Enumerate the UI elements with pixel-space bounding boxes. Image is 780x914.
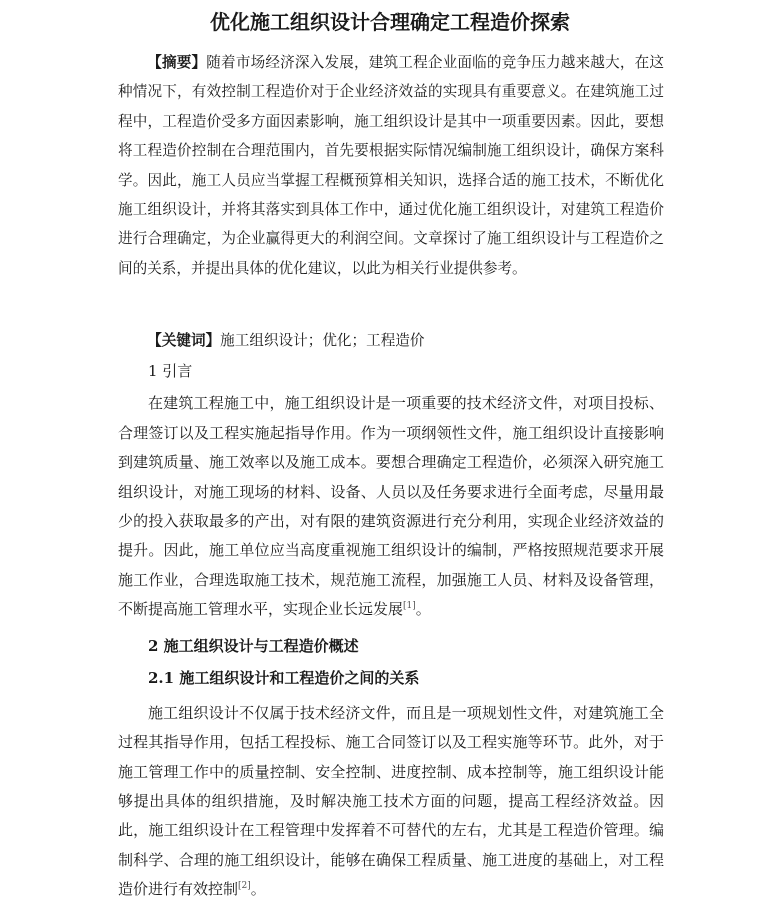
document-title: 优化施工组织设计合理确定工程造价探索 bbox=[210, 10, 570, 34]
section-2-1-paragraph bbox=[118, 699, 664, 905]
section-2-heading: 2 施工组织设计与工程造价概述 bbox=[148, 637, 359, 655]
keywords-block bbox=[118, 326, 664, 355]
section-2-1-heading: 2.1 施工组织设计和工程造价之间的关系 bbox=[148, 669, 420, 688]
section-1-end: 。 bbox=[415, 600, 431, 619]
section-1-text: 在建筑工程施工中，施工组织设计是一项重要的技术经济文件，对项目投标、合理签订以及工程实施起指导作用。作为一项纲领性文件，施工组织设计直接影响到建筑质量、施工效率以及施工成本。要想合理确定工程造价，必须深入研究施工组织设计，对施工现场的材料、设备、人员以及任务要求进行全面考虑，尽量用最少的投入获取最多的产出，对有限的建筑资源进行充分利用，实现企业经济效益的提升。因此，施工单位应当高度重视施工组织设计的编制，严格按照规范要求开展施工作业，合理选取施工技术，规范施工流程，加强施工人员、材料及设备管理，不断提高施工管理水平，实现企业长远发展 bbox=[118, 394, 664, 619]
keywords-label: 【关键词】 bbox=[147, 332, 221, 349]
keywords-paragraph bbox=[118, 326, 664, 355]
abstract-text: 随着市场经济深入发展，建筑工程企业面临的竞争压力越来越大，在这种情况下，有效控制工程造价对于企业经济效益的实现具有重要意义。在建筑施工过程中，工程造价受多方面因素影响，施工组织设计是其中一项重要因素。因此，要想将工程造价控制在合理范围内，首先要根据实际情况编制施工组织设计，确保方案科学。因此，施工人员应当掌握工程概预算相关知识，选择合适的施工技术，不断优化施工组织设计，并将其落实到具体工作中，通过优化施工组织设计，对建筑工程造价进行合理确定，为企业赢得更大的利润空间。文章探讨了施工组织设计与工程造价之间的关系，并提出具体的优化建议，以此为相关行业提供参考。 bbox=[118, 54, 664, 277]
section-1-paragraph bbox=[118, 389, 664, 624]
section-2 bbox=[118, 632, 664, 905]
citation-1: [1] bbox=[403, 601, 416, 612]
section-1 bbox=[118, 357, 664, 625]
abstract-label: 【摘要】 bbox=[147, 54, 207, 71]
section-2-1-text: 施工组织设计不仅属于技术经济文件，而且是一项规划性文件，对建筑施工全过程其指导作用，包括工程投标、施工合同签订以及工程实施等环节。此外，对于施工管理工作中的质量控制、安全控制、进度控制、成本控制等，施工组织设计能够提出具体的组织措施，及时解决施工技术方面的问题，提高工程经济效益。因此，施工组织设计在工程管理中发挥着不可替代的左右，尤其是工程造价管理。编制科学、合理的施工组织设计，能够在确保工程质量、施工进度的基础上，对工程造价进行有效控制 bbox=[118, 703, 664, 899]
abstract-block bbox=[118, 48, 664, 283]
section-2-1-end: 。 bbox=[250, 880, 266, 899]
section-1-heading: 1 引言 bbox=[148, 362, 193, 380]
keywords-text: 施工组织设计；优化；工程造价 bbox=[220, 332, 425, 349]
citation-2: [2] bbox=[238, 881, 251, 892]
abstract-paragraph bbox=[118, 48, 664, 283]
